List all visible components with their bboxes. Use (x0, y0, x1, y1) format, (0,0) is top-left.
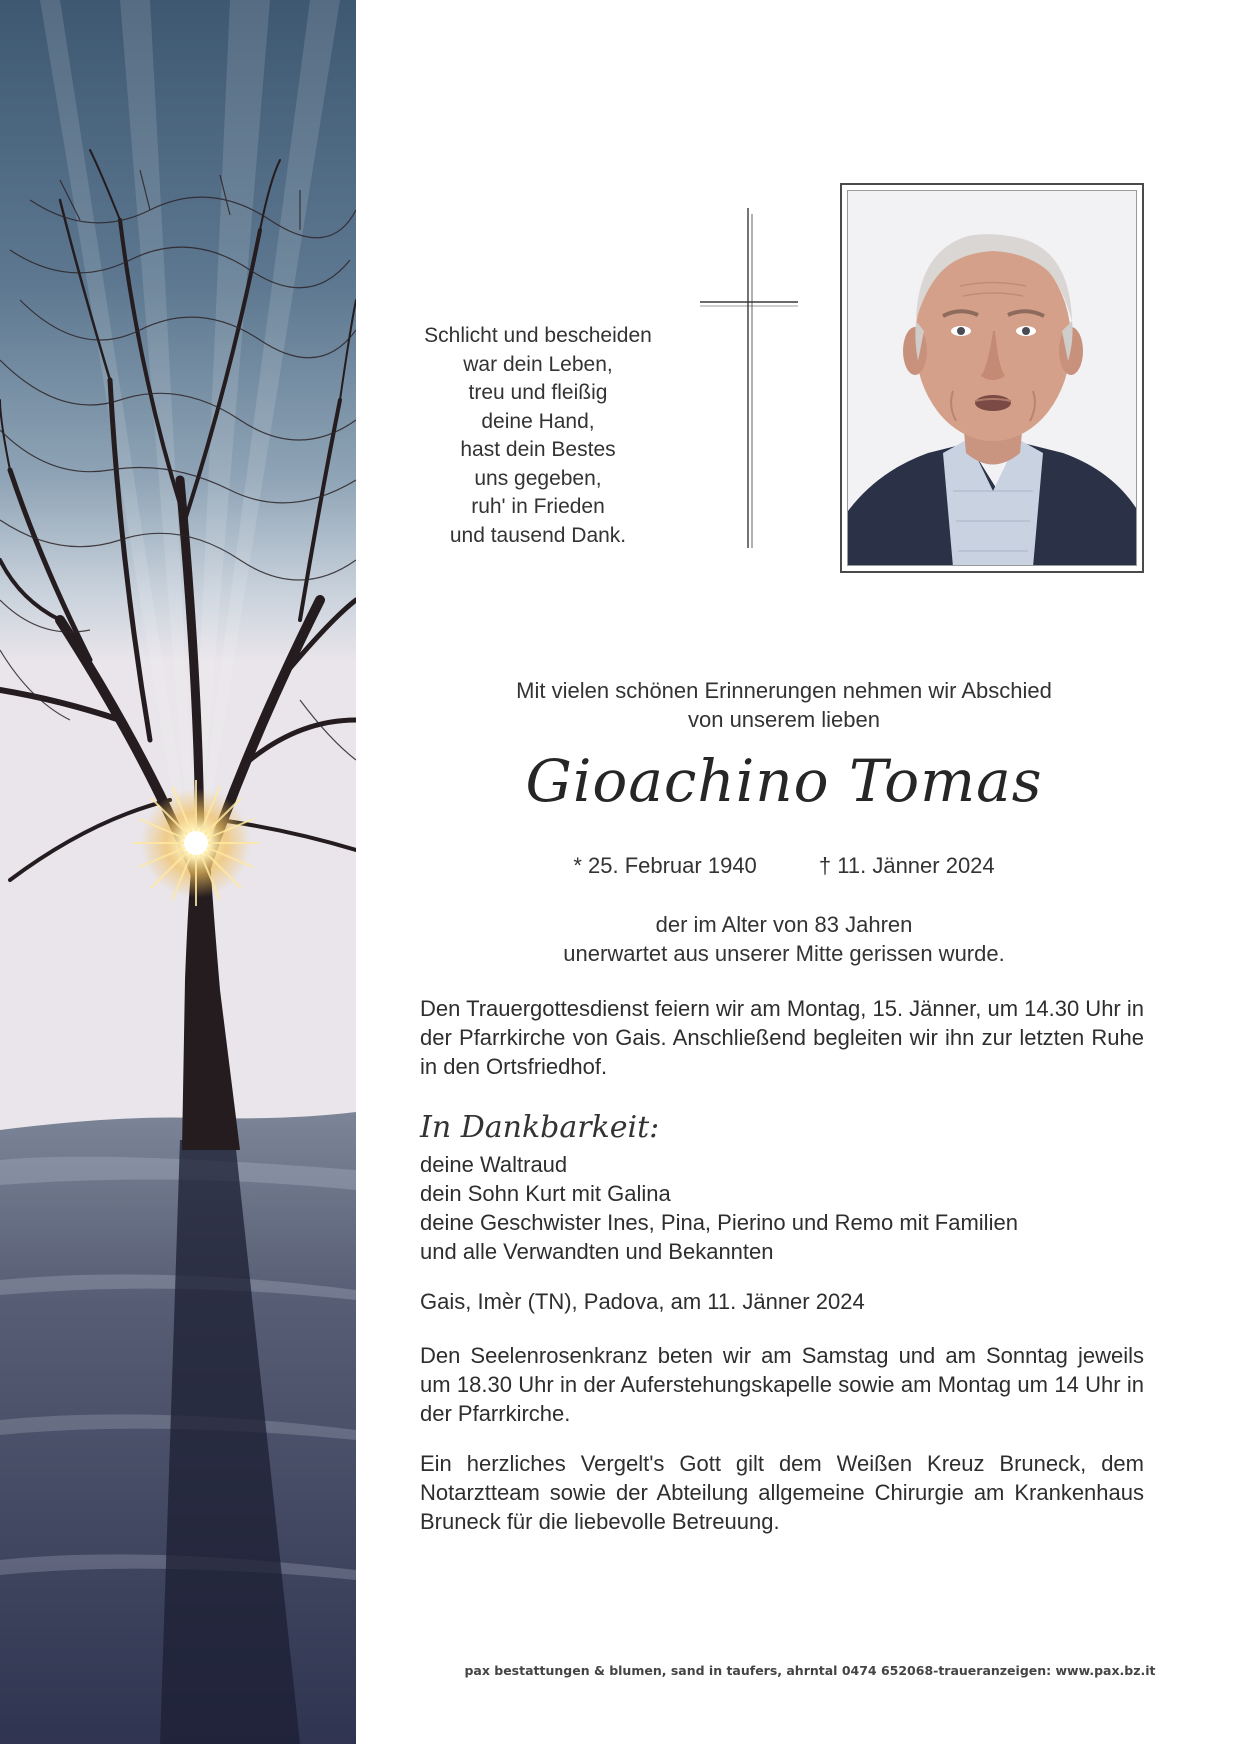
poem-line: war dein Leben, (463, 352, 613, 376)
mourner-line: deine Waltraud (420, 1152, 568, 1177)
poem-line: hast dein Bestes (460, 438, 616, 461)
death-date: † 11. Jänner 2024 (818, 853, 995, 878)
gratitude-text: Ein herzliches Vergelt's Gott gilt dem Weißen Kreuz Bruneck, dem Notarztteam sowie der Abteilung allgemeine Chirurgie am Krankenhaus Bruneck für die liebevolle Betreuung. (420, 1451, 1144, 1534)
cross-icon (700, 208, 798, 548)
portrait-photo (847, 190, 1137, 566)
place-date: Gais, Imèr (TN), Padova, am 11. Jänner 2024 (420, 1289, 865, 1314)
poem-line: ruh' in Frieden (471, 495, 605, 518)
intro-line: Mit vielen schönen Erinnerungen nehmen wir Abschied (516, 678, 1052, 703)
intro-line: von unserem lieben (687, 707, 880, 732)
mourner-line: dein Sohn Kurt mit Galina (420, 1181, 671, 1206)
rosary-text: Den Seelenrosenkranz beten wir am Samstag und am Sonntag jeweils um 18.30 Uhr in der Auferstehungskapelle sowie am Montag um 14 Uhr in der Pfarrkirche. (420, 1343, 1144, 1426)
age-text (420, 910, 1148, 968)
farewell-intro (420, 676, 1148, 734)
birth-date: * 25. Februar 1940 (573, 853, 757, 878)
poem-line: Schlicht und bescheiden (424, 324, 652, 347)
mourners-list (420, 1150, 1018, 1266)
poem-line: treu und fleißig (468, 381, 608, 404)
thanks-heading: In Dankbarkeit: (420, 1110, 660, 1145)
portrait-frame (840, 183, 1144, 573)
age-line: der im Alter von 83 Jahren (655, 912, 913, 937)
footer-funeral-home: pax bestattungen & blumen, sand in taufers, ahrntal 0474 652068-traueranzeigen: www.pax.bz.it (464, 1663, 1156, 1678)
mourner-line: und alle Verwandten und Bekannten (420, 1239, 774, 1264)
deceased-name: Gioachino Tomas (525, 747, 1043, 815)
mourner-line: deine Geschwister Ines, Pina, Pierino und Remo mit Familien (420, 1210, 1018, 1235)
age-line: unerwartet aus unserer Mitte gerissen wurde. (563, 941, 1005, 966)
poem (398, 322, 678, 550)
poem-line: und tausend Dank. (449, 523, 627, 547)
funeral-service-text: Den Trauergottesdienst feiern wir am Montag, 15. Jänner, um 14.30 Uhr in der Pfarrkirche von Gais. Anschließend begleiten wir ihn zur letzten Ruhe in den Ortsfriedhof. (420, 996, 1144, 1079)
poem-line: deine Hand, (481, 409, 595, 433)
life-dates (420, 851, 1148, 881)
poem-line: uns gegeben, (474, 466, 602, 490)
winter-tree-photo (0, 0, 356, 1744)
